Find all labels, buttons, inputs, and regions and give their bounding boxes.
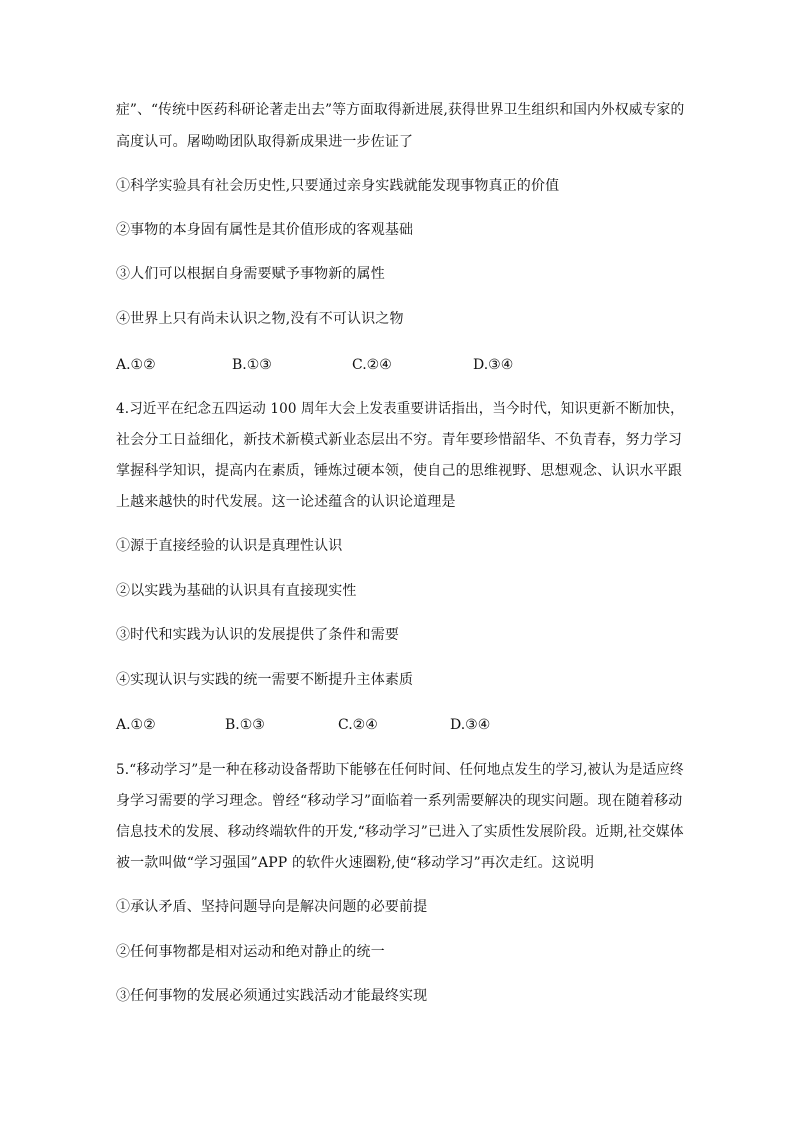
- q5-statement-1: ①承认矛盾、坚持问题导向是解决问题的必要前提: [116, 899, 428, 915]
- q3-option-c: C.②④: [352, 357, 392, 373]
- q4-text-line-4: 上越来越快的时代发展。这一论述蕴含的认识论道理是: [116, 494, 456, 510]
- q5-text-line-2: 身学习需要的学习理念。曾经“移动学习”面临着一系列需要解决的现实问题。现在随着移动: [116, 793, 683, 809]
- q3-statement-3: ③人们可以根据自身需要赋予事物新的属性: [116, 266, 385, 282]
- q3-text-line-2: 高度认可。屠呦呦团队取得新成果进一步佐证了: [116, 134, 414, 150]
- q3-statement-4: ④世界上只有尚未认识之物,没有不可认识之物: [116, 311, 404, 327]
- q4-statement-3: ③时代和实践为认识的发展提供了条件和需要: [116, 627, 399, 643]
- q4-statement-1: ①源于直接经验的认识是真理性认识: [116, 538, 343, 554]
- q5-statement-2: ②任何事物都是相对运动和绝对静止的统一: [116, 944, 385, 960]
- q4-option-a: A.①②: [116, 717, 156, 733]
- q3-text-line-1: 症”、“传统中医药科研论著走出去”等方面取得新进展,获得世界卫生组织和国内外权威专家的: [116, 102, 685, 118]
- q4-text-line-3: 掌握科学知识，提高内在素质，锤炼过硬本领，使自己的思维视野、思想观念、认识水平跟: [116, 463, 682, 479]
- q4-statement-4: ④实现认识与实践的统一需要不断提升主体素质: [116, 672, 414, 688]
- q3-option-b: B.①③: [232, 357, 272, 373]
- q4-option-b: B.①③: [225, 717, 265, 733]
- q5-statement-3: ③任何事物的发展必须通过实践活动才能最终实现: [116, 988, 428, 1004]
- q4-option-c: C.②④: [338, 717, 378, 733]
- q5-text-line-1: 5.“移动学习”是一种在移动设备帮助下能够在任何时间、任何地点发生的学习,被认为是适应终: [116, 762, 684, 778]
- q4-text-line-2: 社会分工日益细化，新技术新模式新业态层出不穷。青年要珍惜韶华、不负青春，努力学习: [116, 432, 682, 448]
- q3-statement-1: ①科学实验具有社会历史性,只要通过亲身实践就能发现事物真正的价值: [116, 178, 560, 194]
- q4-text-line-1: 4.习近平在纪念五四运动 100 周年大会上发表重要讲话指出，当今时代，知识更新不断加快，: [116, 401, 684, 417]
- q5-text-line-4: 被一款叫做“学习强国”APP 的软件火速圈粉,使“移动学习”再次走红。这说明: [116, 855, 595, 871]
- q5-text-line-3: 信息技术的发展、移动终端软件的开发,“移动学习”已进入了实质性发展阶段。近期,社交媒体: [116, 824, 684, 840]
- q3-option-a: A.①②: [116, 357, 156, 373]
- q3-option-d: D.③④: [473, 357, 514, 373]
- q4-statement-2: ②以实践为基础的认识具有直接现实性: [116, 583, 357, 599]
- q3-statement-2: ②事物的本身固有属性是其价值形成的客观基础: [116, 222, 414, 238]
- q4-option-d: D.③④: [450, 717, 491, 733]
